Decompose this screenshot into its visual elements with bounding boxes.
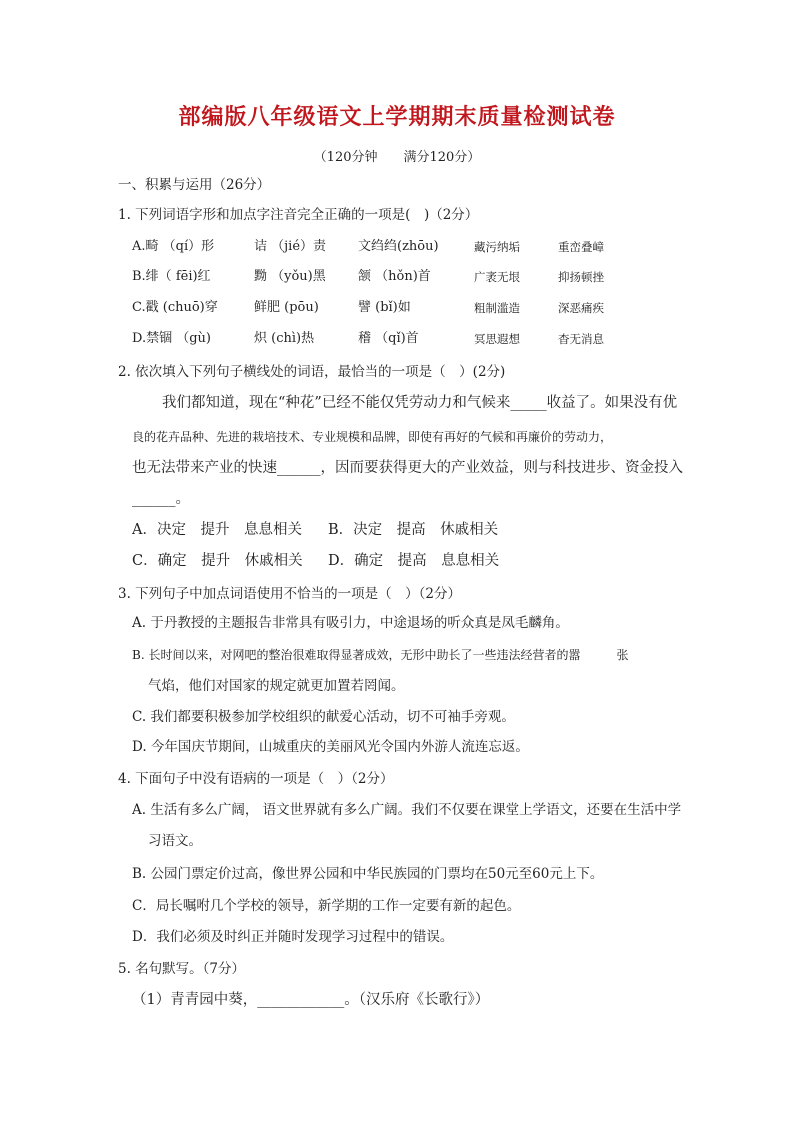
option-cell: 杳无消息 <box>558 332 604 346</box>
option-cell: 抑扬顿挫 <box>558 270 604 284</box>
question-5-item: （1）青青园中葵，____________。（汉乐府《长歌行》） <box>132 992 490 1008</box>
option-cell: D.禁锢 （gù) <box>132 331 211 346</box>
question-4-option: A. 生活有多么广阔， 语文世界就有多么广阔。我们不仅要在课堂上学语文，还要在生活中学 <box>132 802 682 818</box>
question-4-option: C．局长嘱咐几个学校的领导，新学期的工作一定要有新的起色。 <box>132 898 521 914</box>
option-cell: 稽 （qǐ)首 <box>358 331 419 346</box>
question-2-option: A．决定 提升 息息相关 <box>132 522 302 538</box>
question-2-option: D．确定 提高 息息相关 <box>328 553 500 569</box>
question-4-option-continued: 习语文。 <box>148 833 202 849</box>
option-cell: 深恶痛疾 <box>558 301 604 315</box>
question-4-option: D．我们必须及时纠正并随时发现学习过程中的错误。 <box>132 929 454 945</box>
option-cell: 粗制滥造 <box>474 301 520 315</box>
exam-duration-score: （120分钟 满分120分） <box>313 150 481 165</box>
option-cell: B.绯（ fēi)红 <box>132 269 211 284</box>
option-cell: 冥思遐想 <box>474 332 520 346</box>
option-cell: 炽 (chì)热 <box>254 331 315 346</box>
section-heading: 一、积累与运用（26分） <box>118 177 271 193</box>
page-title: 部编版八年级语文上学期期末质量检测试卷 <box>178 105 616 130</box>
question-3-option: A. 于丹教授的主题报告非常具有吸引力，中途退场的听众真是凤毛麟角。 <box>132 615 569 631</box>
question-5-stem: 5. 名句默写。（7分） <box>118 961 246 977</box>
question-1-option-d <box>132 330 692 348</box>
question-3-option-continued: 气焰，他们对国家的规定就更加置若罔闻。 <box>148 678 405 694</box>
option-cell: 广袤无垠 <box>474 270 520 284</box>
option-cell: A.畸 （qí）形 <box>132 239 215 254</box>
option-cell: 颔 （hǒn)首 <box>358 269 431 284</box>
option-cell: C.戳 (chuō)穿 <box>132 300 218 315</box>
question-3-option: B. 长时间以来，对网吧的整治很难取得显著成效，无形中助长了一些违法经营者的嚣 张 <box>132 648 629 662</box>
option-cell: 诘 （jié）责 <box>254 239 327 254</box>
question-2-passage-line: 也无法带来产业的快速______，因而要获得更大的产业效益，则与科技进步、资金投入 <box>132 460 683 476</box>
question-3-stem: 3. 下列句子中加点词语使用不恰当的一项是（ ）（2分） <box>118 586 462 602</box>
option-cell: 文绉绉(zhōu) <box>358 239 439 254</box>
question-2-passage-line: 我们都知道，现在“种花”已经不能仅凭劳动力和气候来_____收益了。如果没有优 <box>162 395 678 411</box>
question-2-passage-line: ______。 <box>132 491 190 507</box>
question-1-option-b <box>132 268 692 286</box>
option-cell: 重峦叠嶂 <box>558 240 604 254</box>
option-cell: 鲜肥 (pōu) <box>254 300 319 315</box>
question-1-option-c <box>132 299 692 317</box>
question-2-option: B．决定 提高 休戚相关 <box>328 522 499 538</box>
question-4-option: B. 公园门票定价过高，像世界公园和中华民族园的门票均在50元至60元上下。 <box>132 866 604 882</box>
question-2-passage-line: 良的花卉品种、先进的栽培技术、专业规模和品牌，即使有再好的气候和再廉价的劳动力， <box>132 430 613 444</box>
question-4-stem: 4. 下面句子中没有语病的一项是（ ）（2分） <box>118 771 394 787</box>
question-3-option: C. 我们都要积极参加学校组织的献爱心活动，切不可袖手旁观。 <box>132 709 515 725</box>
question-2-stem: 2. 依次填入下列句子横线处的词语，最恰当的一项是（ ）(2分) <box>118 364 506 380</box>
question-1-stem: 1. 下列词语字形和加点字注音完全正确的一项是( )（2分） <box>118 207 479 223</box>
option-cell: 黝 （yǒu)黑 <box>254 269 326 284</box>
question-1-option-a <box>132 238 692 256</box>
option-cell: 藏污纳垢 <box>474 240 520 254</box>
question-3-option: D. 今年国庆节期间，山城重庆的美丽风光令国内外游人流连忘返。 <box>132 739 529 755</box>
question-2-option: C．确定 提升 休戚相关 <box>132 553 303 569</box>
option-cell: 譬 (bǐ)如 <box>358 300 411 315</box>
